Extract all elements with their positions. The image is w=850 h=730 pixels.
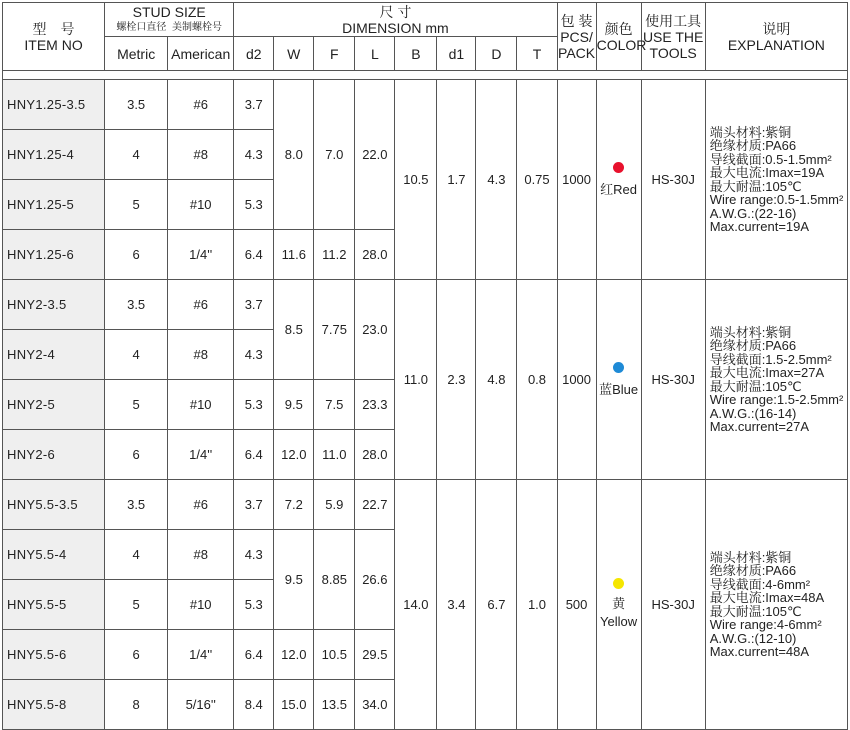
item-no: HNY2-6 [3,430,105,480]
explanation-cell: 端头材料:紫铜 绝缘材质:PA66 导线截面:4-6mm² 最大电流:Imax=48A 最大耐温:105℃ Wire range:4-6mm² A.W.G.:(12-10) Max.current=48A [705,480,847,730]
t-cell: 0.75 [517,80,557,280]
metric-cell: 8 [105,680,168,730]
red-dot-icon [613,162,624,173]
w-cell: 7.2 [274,480,314,530]
d2-cell: 3.7 [234,280,274,330]
table-row [3,280,848,330]
color-cell [596,80,641,280]
metric-cell: 5 [105,580,168,630]
header-l: L [355,37,395,71]
header-d2: d2 [234,37,274,71]
pack-cell: 500 [557,480,596,730]
w-cell: 12.0 [274,430,314,480]
item-no: HNY1.25-5 [3,180,105,230]
header-w: W [274,37,314,71]
terminal-spec-table [2,2,848,730]
header-d1: d1 [437,37,476,71]
l-cell: 26.6 [355,530,395,630]
header-gap-row [3,71,848,80]
pack-cell: 1000 [557,280,596,480]
table-row [3,480,848,530]
f-cell: 11.0 [314,430,355,480]
american-cell: 1/4'' [168,230,234,280]
header-dimension: 尺 寸 DIMENSION mm [234,3,557,37]
l-cell: 28.0 [355,230,395,280]
w-cell: 9.5 [274,530,314,630]
d1-cell: 2.3 [437,280,476,480]
d2-cell: 5.3 [234,180,274,230]
d2-cell: 3.7 [234,80,274,130]
d2-cell: 4.3 [234,330,274,380]
w-cell: 9.5 [274,380,314,430]
header-color: 颜色 COLOR [596,3,641,71]
american-cell: #8 [168,130,234,180]
d2-cell: 6.4 [234,430,274,480]
w-cell: 12.0 [274,630,314,680]
d-cell: 4.8 [476,280,517,480]
tool-cell: HS-30J [641,80,705,280]
header-stud-size: STUD SIZE 螺栓口直径 美制螺栓号 [105,3,234,37]
f-cell: 7.75 [314,280,355,380]
w-cell: 8.5 [274,280,314,380]
explanation-cell: 端头材料:紫铜 绝缘材质:PA66 导线截面:1.5-2.5mm² 最大电流:Imax=27A 最大耐温:105℃ Wire range:1.5-2.5mm² A.W.G.:(16-14) Max.current=27A [705,280,847,480]
header-d: D [476,37,517,71]
header-item-no: 型 号 ITEM NO [3,3,105,71]
american-cell: #10 [168,580,234,630]
color-label: 红Red [600,181,638,197]
l-cell: 22.7 [355,480,395,530]
d2-cell: 6.4 [234,630,274,680]
w-cell: 8.0 [274,80,314,230]
metric-cell: 5 [105,180,168,230]
header-t: T [517,37,557,71]
metric-cell: 6 [105,630,168,680]
d1-cell: 1.7 [437,80,476,280]
color-label: 蓝Blue [599,381,639,397]
t-cell: 0.8 [517,280,557,480]
item-no: HNY1.25-3.5 [3,80,105,130]
tool-cell: HS-30J [641,280,705,480]
b-cell: 10.5 [395,80,437,280]
item-no: HNY5.5-5 [3,580,105,630]
f-cell: 5.9 [314,480,355,530]
item-no: HNY2-3.5 [3,280,105,330]
color-label-en: Yellow [600,614,638,629]
header-f: F [314,37,355,71]
color-cell [596,280,641,480]
l-cell: 28.0 [355,430,395,480]
b-cell: 11.0 [395,280,437,480]
item-no: HNY5.5-8 [3,680,105,730]
american-cell: #6 [168,280,234,330]
american-cell: #8 [168,330,234,380]
header-american: American [168,37,234,71]
blue-dot-icon [613,362,624,373]
d2-cell: 4.3 [234,530,274,580]
l-cell: 23.0 [355,280,395,380]
f-cell: 10.5 [314,630,355,680]
f-cell: 8.85 [314,530,355,630]
american-cell: 5/16'' [168,680,234,730]
w-cell: 15.0 [274,680,314,730]
american-cell: #10 [168,180,234,230]
explanation-cell: 端头材料:紫铜 绝缘材质:PA66 导线截面:0.5-1.5mm² 最大电流:Imax=19A 最大耐温:105℃ Wire range:0.5-1.5mm² A.W.G.:(22-16) Max.current=19A [705,80,847,280]
yellow-dot-icon [613,578,624,589]
table-row [3,80,848,130]
metric-cell: 4 [105,130,168,180]
b-cell: 14.0 [395,480,437,730]
metric-cell: 3.5 [105,480,168,530]
f-cell: 7.0 [314,80,355,230]
d-cell: 6.7 [476,480,517,730]
american-cell: #10 [168,380,234,430]
tool-cell: HS-30J [641,480,705,730]
d2-cell: 5.3 [234,380,274,430]
l-cell: 34.0 [355,680,395,730]
metric-cell: 3.5 [105,80,168,130]
d2-cell: 8.4 [234,680,274,730]
header-pack: 包 装 PCS/ PACK [557,3,596,71]
l-cell: 29.5 [355,630,395,680]
metric-cell: 6 [105,230,168,280]
color-label-cn: 黄 [612,596,626,611]
f-cell: 11.2 [314,230,355,280]
metric-cell: 3.5 [105,280,168,330]
t-cell: 1.0 [517,480,557,730]
header-metric: Metric [105,37,168,71]
item-no: HNY5.5-6 [3,630,105,680]
metric-cell: 4 [105,530,168,580]
american-cell: 1/4'' [168,430,234,480]
american-cell: #6 [168,480,234,530]
american-cell: 1/4'' [168,630,234,680]
d2-cell: 5.3 [234,580,274,630]
d2-cell: 6.4 [234,230,274,280]
l-cell: 22.0 [355,80,395,230]
l-cell: 23.3 [355,380,395,430]
american-cell: #6 [168,80,234,130]
d1-cell: 3.4 [437,480,476,730]
item-no: HNY1.25-6 [3,230,105,280]
metric-cell: 4 [105,330,168,380]
item-no: HNY1.25-4 [3,130,105,180]
metric-cell: 5 [105,380,168,430]
header-b: B [395,37,437,71]
metric-cell: 6 [105,430,168,480]
f-cell: 7.5 [314,380,355,430]
header-explanation: 说明 EXPLANATION [705,3,847,71]
item-no: HNY2-5 [3,380,105,430]
color-cell [596,480,641,730]
f-cell: 13.5 [314,680,355,730]
item-no: HNY5.5-4 [3,530,105,580]
d-cell: 4.3 [476,80,517,280]
american-cell: #8 [168,530,234,580]
item-no: HNY5.5-3.5 [3,480,105,530]
item-no: HNY2-4 [3,330,105,380]
pack-cell: 1000 [557,80,596,280]
d2-cell: 4.3 [234,130,274,180]
header-tools: 使用工具 USE THE TOOLS [641,3,705,71]
w-cell: 11.6 [274,230,314,280]
d2-cell: 3.7 [234,480,274,530]
